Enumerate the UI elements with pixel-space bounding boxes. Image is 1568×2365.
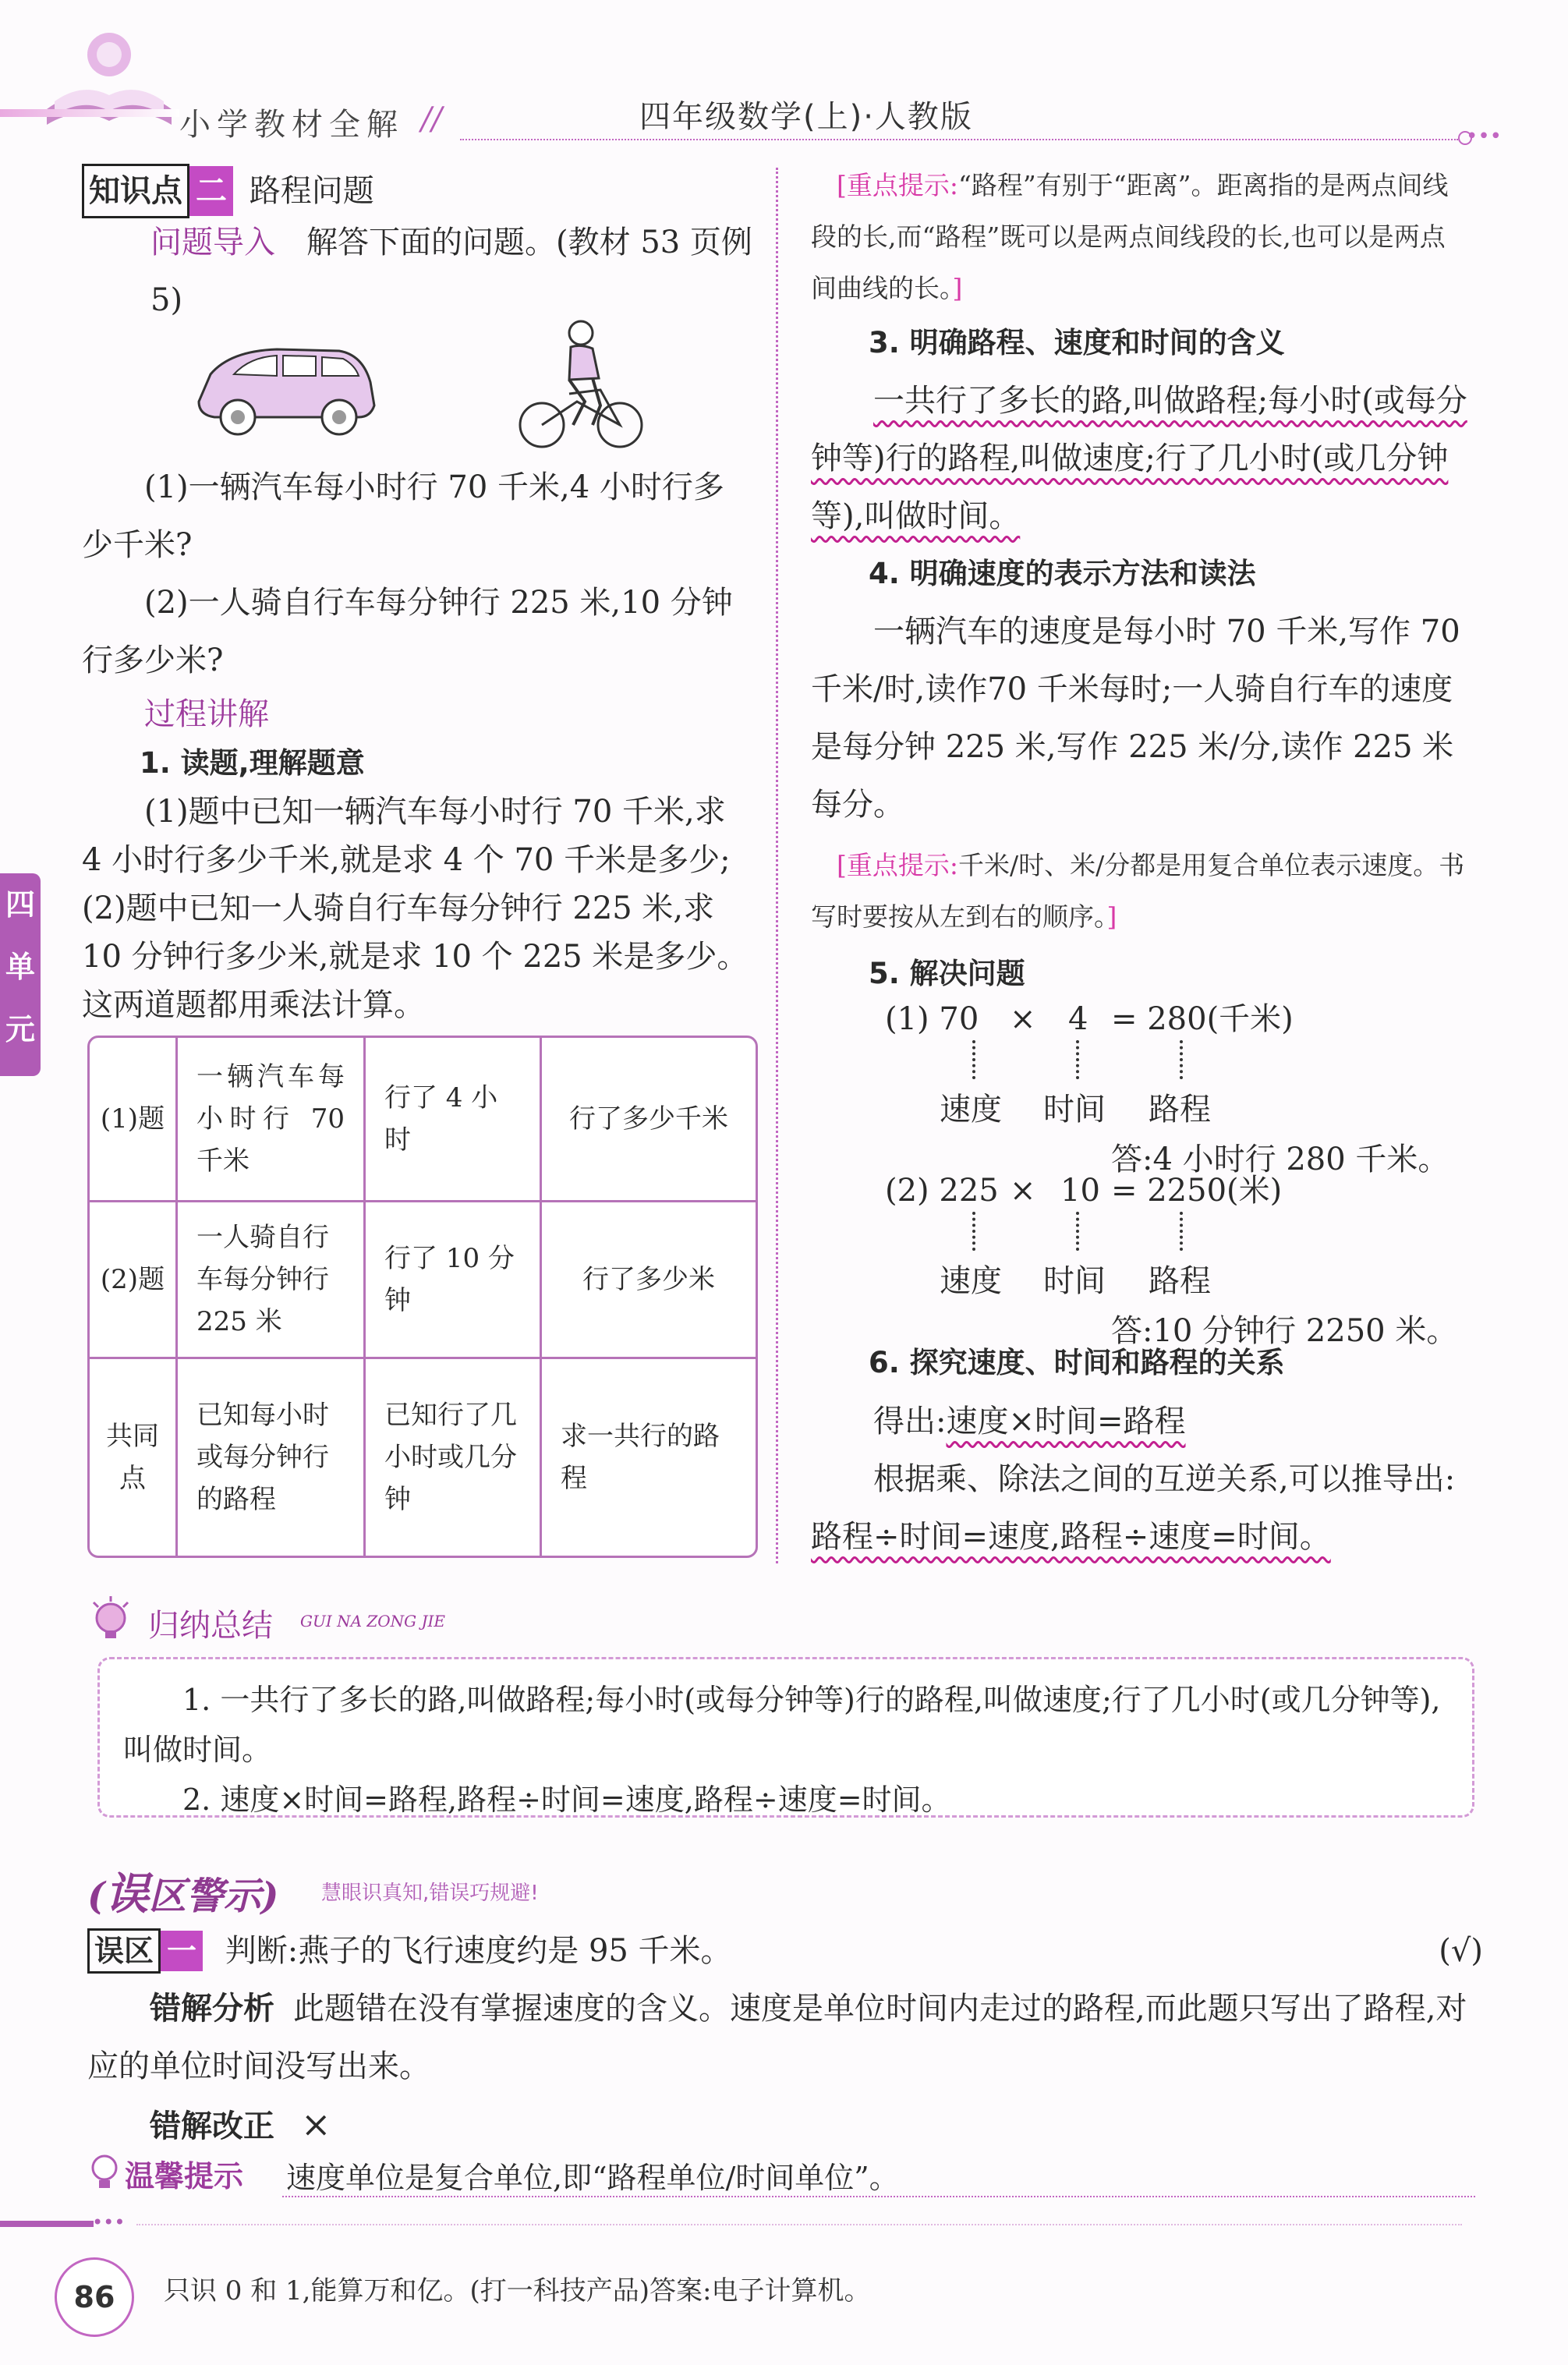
page-number: 86	[55, 2257, 134, 2337]
calc2-factor-2: 10	[1060, 1173, 1100, 1209]
side-tab-char: 元	[5, 1012, 35, 1046]
footer-riddle: 只识 0 和 1,能算万和亿。(打一科技产品)答案:电子计算机。	[164, 2275, 871, 2307]
hint-text: 速度单位是复合单位,即“路程单位/时间单位”。	[286, 2161, 899, 2195]
calc1-result: = 280(千米)	[1111, 1001, 1294, 1037]
analysis-label: 错解分析	[150, 1991, 274, 2027]
question-2: (2)一人骑自行车每分钟行 225 米,10 分钟行多少米?	[82, 585, 733, 678]
knowledge-number: 二	[189, 166, 233, 216]
key-tip-2-label: 重点提示:	[846, 850, 958, 880]
hint-bulb-icon	[87, 2152, 122, 2194]
calc2-answer: 答:10 分钟行 2250 米。	[1111, 1313, 1458, 1349]
side-tab-char: 四	[5, 887, 35, 922]
analysis-text: 此题错在没有掌握速度的含义。速度是单位时间内走过的路程,而此题只写出了路程,对应的单位时间没写出来。	[87, 1991, 1467, 2084]
step1-text: (1)题中已知一辆汽车每小时行 70 千米,求 4 小时行多少千米,就是求 4 个 70 千米是多少;(2)题中已知一人骑自行车每分钟行 225 米,求 10 分钟行多少米,就是求 10 个 225 米是多少。这两道题都用乘法计算。	[82, 794, 749, 1023]
knowledge-heading	[82, 164, 752, 214]
knowledge-label: 知识点	[82, 164, 189, 218]
calc2-dots	[1076, 1212, 1079, 1251]
table-row	[89, 1037, 757, 1202]
step6-formula-line	[811, 1393, 1470, 1450]
step6-title: 6. 探究速度、时间和路程的关系	[869, 1346, 1285, 1379]
knowledge-title: 路程问题	[249, 173, 374, 209]
intro-label: 问题导入	[150, 225, 275, 260]
summary-box	[97, 1657, 1474, 1818]
book-logo-icon	[31, 23, 187, 140]
header-left-bar	[0, 109, 179, 117]
calc1-dots	[1076, 1040, 1079, 1079]
calc1-label: 路程	[1149, 1092, 1211, 1128]
calc2-label: 速度	[940, 1263, 1002, 1299]
table-cell: 行了 4 小时	[365, 1037, 541, 1202]
key-tip-1-text: “路程”有别于“距离”。距离指的是两点间线段的长,而“路程”既可以是两点间线段的长,也可以是两点间曲线的长。	[811, 170, 1449, 303]
lightbulb-icon	[86, 1595, 140, 1649]
step1-title: 1. 读题,理解题意	[140, 746, 365, 780]
key-tip-1: [重点提示:“路程”有别于“距离”。距离指的是两点间线段的长,而“路程”既可以是两点间线段的长,也可以是两点间曲线的长。]	[811, 170, 1449, 303]
book-title: 四年级数学(上)·人教版	[639, 99, 973, 135]
intro-paragraph	[82, 214, 752, 329]
header	[0, 0, 1568, 156]
calc2-result: = 2250(米)	[1111, 1173, 1283, 1209]
series-title: 小学教材全解	[179, 107, 404, 143]
car-illustration	[183, 327, 386, 444]
step6-text	[811, 1450, 1470, 1566]
step6-text-b: 路程÷时间=速度,路程÷速度=时间。	[811, 1519, 1331, 1555]
left-column-body	[82, 458, 752, 1078]
table-cell: 一人骑自行车每分钟行 225 米	[177, 1201, 365, 1358]
hint-rule	[282, 2196, 1475, 2197]
analysis-paragraph	[87, 1980, 1483, 2095]
footer-bar	[0, 2221, 94, 2227]
calc1-dots	[972, 1040, 975, 1079]
calc2-label: 路程	[1149, 1263, 1211, 1299]
step3-title: 3. 明确路程、速度和时间的含义	[869, 326, 1285, 359]
right-column-lower	[811, 1333, 1470, 1566]
table-cell: 一辆汽车每小时行 70 千米	[177, 1037, 365, 1202]
process-label: 过程讲解	[144, 696, 269, 732]
table-cell: 行了多少千米	[541, 1037, 757, 1202]
warning-body	[87, 1922, 1483, 2155]
step4-title: 4. 明确速度的表示方法和读法	[869, 557, 1256, 590]
warning-logo-a: 误	[104, 1868, 149, 1920]
warning-slogan: 慧眼识真知,错误巧规避!	[321, 1882, 539, 1905]
calc2-times-icon: ×	[1010, 1173, 1036, 1209]
comparison-table	[87, 1036, 758, 1558]
header-rule	[460, 139, 1458, 140]
calc1-label: 速度	[940, 1092, 1002, 1128]
table-row	[89, 1201, 757, 1358]
key-tip-1-label: 重点提示:	[846, 170, 958, 200]
right-column	[811, 160, 1470, 1005]
table-cell: 已知每小时或每分钟行的路程	[177, 1358, 365, 1556]
hint-line	[87, 2144, 1475, 2199]
calc1-times-icon: ×	[1010, 1001, 1036, 1037]
calc2-dots	[1180, 1212, 1183, 1251]
column-divider	[776, 168, 778, 1563]
step6-formula: 速度×时间=路程	[946, 1404, 1186, 1439]
summary-item-1: 1. 一共行了多长的路,叫做路程;每小时(或每分钟等)行的路程,叫做速度;行了几小时(或几分钟等),叫做时间。	[123, 1683, 1441, 1767]
intro-text: 解答下面的问题。(教材 53 页例 5)	[150, 225, 752, 318]
table-cell: 求一共行的路程	[541, 1358, 757, 1556]
header-slash-icon: //	[421, 101, 442, 137]
table-row	[89, 1358, 757, 1556]
table-cell: (1)题	[89, 1037, 177, 1202]
calc2-factor-1: (2) 225	[885, 1173, 999, 1209]
calc1-factor-1: (1) 70	[885, 1001, 979, 1037]
table-cell: 已知行了几小时或几分钟	[365, 1358, 541, 1556]
calc2-dots	[972, 1212, 975, 1251]
correction-mark: ×	[301, 2103, 331, 2145]
step4-text: 一辆汽车的速度是每小时 70 千米,写作 70 千米/时,读作70 千米每时;一人骑自行车的速度是每分钟 225 米,写作 225 米/分,读作 225 米每分。	[811, 614, 1460, 823]
step6-prefix: 得出:	[873, 1404, 947, 1439]
table-cell: 行了 10 分钟	[365, 1201, 541, 1358]
warning-logo: (误区警示)	[87, 1868, 279, 1920]
summary-item-2: 2. 速度×时间=路程,路程÷时间=速度,路程÷速度=时间。	[182, 1783, 951, 1817]
summary-pinyin: GUI NA ZONG JIE	[300, 1612, 446, 1630]
question-1: (1)一辆汽车每小时行 70 千米,4 小时行多少千米?	[82, 469, 724, 563]
warning-mark: (√)	[1439, 1933, 1483, 1969]
warning-label: 误区	[87, 1928, 161, 1974]
step6-text-a: 根据乘、除法之间的互逆关系,可以推导出:	[873, 1461, 1456, 1497]
left-column	[82, 164, 752, 329]
side-tab-char: 单	[5, 950, 35, 984]
footer-dots-icon: •••	[92, 2211, 126, 2233]
hint-label: 温馨提示	[125, 2159, 244, 2193]
calc2-label: 时间	[1043, 1263, 1106, 1299]
table-cell: 行了多少米	[541, 1201, 757, 1358]
key-tip-2: [重点提示:千米/时、米/分都是用复合单位表示速度。书写时要按从左到右的顺序。]	[811, 850, 1465, 932]
unit-side-tab	[0, 873, 41, 1076]
calc1-dots	[1180, 1040, 1183, 1079]
calc1-factor-2: 4	[1068, 1001, 1088, 1037]
comparison-table-grid	[87, 1036, 758, 1558]
warning-question: 判断:燕子的飞行速度约是 95 千米。	[225, 1933, 732, 1969]
header-dots-icon: •••	[1466, 125, 1503, 148]
step5-title: 5. 解决问题	[869, 957, 1025, 990]
correction-label: 错解改正	[150, 2108, 274, 2144]
step3-text: 一共行了多长的路,叫做路程;每小时(或每分钟等)行的路程,叫做速度;行了几小时(或几分钟等),叫做时间。	[811, 383, 1467, 534]
calc1-label: 时间	[1043, 1092, 1106, 1128]
warning-number: 一	[161, 1931, 203, 1971]
bicycle-illustration	[515, 316, 647, 456]
warning-logo-b: 区警示	[148, 1875, 261, 1918]
calc1-answer: 答:4 小时行 280 千米。	[1111, 1142, 1449, 1177]
table-cell: 共同点	[89, 1358, 177, 1556]
footer-rule	[136, 2224, 1462, 2225]
key-tip-2-text: 千米/时、米/分都是用复合单位表示速度。书写时要按从左到右的顺序。	[811, 850, 1465, 932]
warning-question-line	[87, 1922, 1483, 1980]
table-cell: (2)题	[89, 1201, 177, 1358]
summary-title: 归纳总结	[148, 1608, 273, 1644]
